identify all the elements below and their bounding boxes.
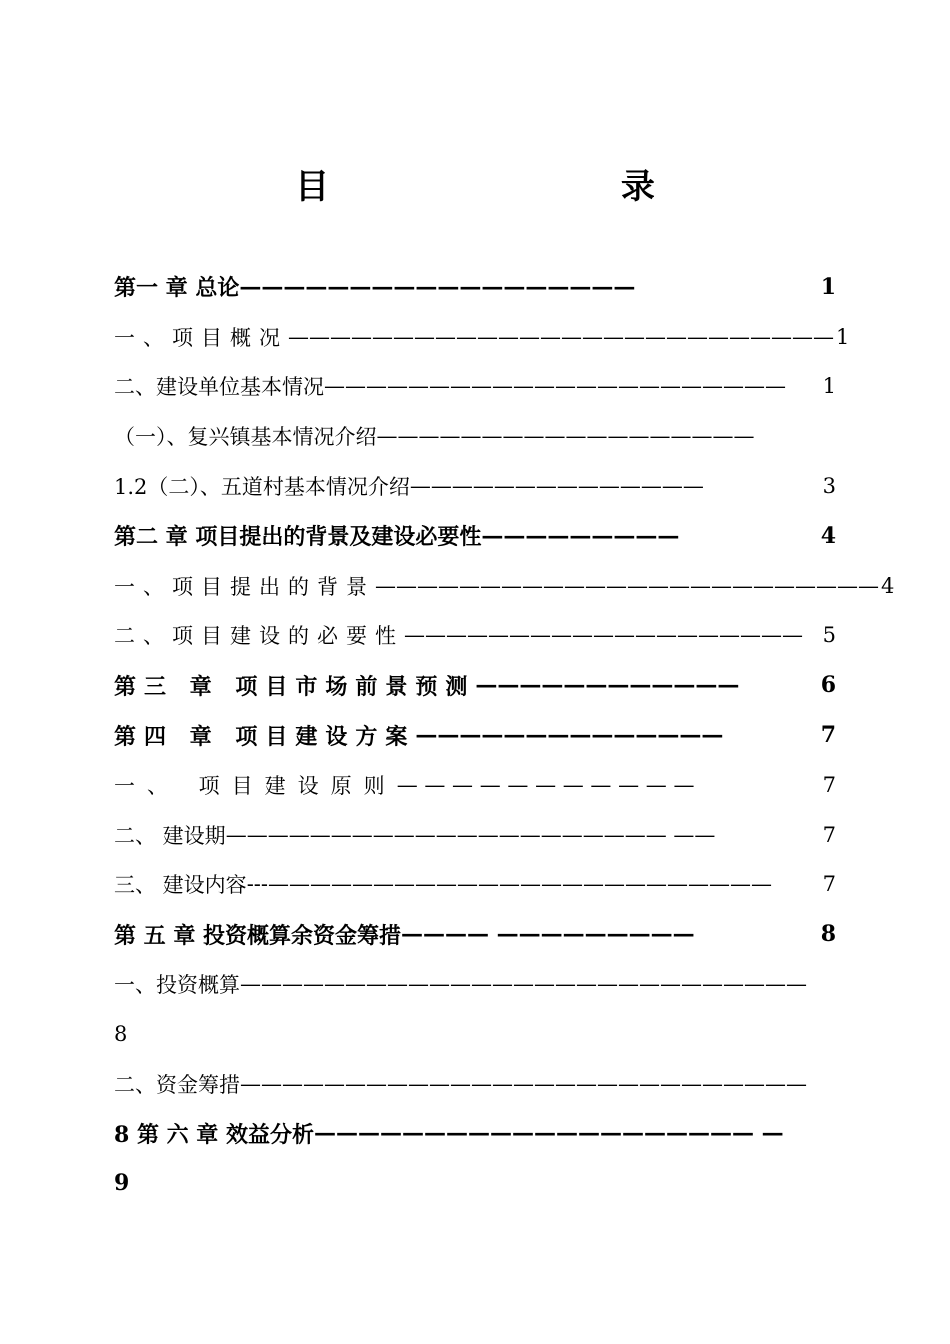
toc-entry-leader: —————————————————— bbox=[239, 273, 636, 300]
toc-entry-5-2[interactable] bbox=[114, 1059, 836, 1109]
toc-entry-page: 1 bbox=[836, 324, 850, 349]
toc-entry-page: 1 bbox=[820, 273, 836, 300]
toc-entry-leader: ————————————————————— —— bbox=[225, 822, 716, 847]
toc-entry-chapter-5[interactable] bbox=[114, 909, 836, 959]
toc-entry-page: 5 bbox=[822, 623, 836, 648]
toc-entry-chapter-1[interactable] bbox=[114, 262, 836, 312]
toc-entry-label: 二、项目建设的必要性 bbox=[114, 624, 404, 649]
toc-entry-4-1[interactable] bbox=[114, 760, 836, 810]
toc-entry-chapter-2[interactable] bbox=[114, 511, 836, 561]
toc-entry-1-1[interactable] bbox=[114, 312, 850, 362]
toc-entry-page: 4 bbox=[820, 522, 836, 549]
toc-entry-label: 8 第 六 章 效益分析 bbox=[114, 1121, 314, 1148]
toc-entry-chapter-3[interactable] bbox=[114, 660, 836, 710]
toc-entry-1-2-2[interactable] bbox=[114, 461, 836, 511]
toc-entry-label: 一、投资概算 bbox=[114, 973, 240, 998]
toc-entry-label: 第三 章 项目市场前景预测 bbox=[114, 673, 476, 700]
toc-entry-label: 第四 章 项目建设方案 bbox=[114, 723, 416, 750]
toc-entry-page: 6 bbox=[820, 672, 836, 699]
toc-entry-1-2-1[interactable] bbox=[114, 411, 836, 461]
toc-title: 目 录 bbox=[295, 167, 795, 207]
toc-entry-label: 第二 章 项目提出的背景及建设必要性 bbox=[114, 524, 482, 551]
toc-entry-leader: ——————————————————————————— bbox=[240, 1071, 807, 1096]
toc-entry-leader: ———————————— bbox=[475, 672, 740, 699]
toc-entry-leader: —————————————————————————— bbox=[288, 324, 834, 349]
toc-entry-label: 一、项目概况 bbox=[114, 325, 288, 350]
toc-entry-leader: ———— ————————— bbox=[400, 921, 695, 948]
toc-entry-2-1[interactable] bbox=[114, 561, 895, 611]
table-of-contents bbox=[114, 262, 895, 1208]
toc-entry-leader: ——————————————————————————— bbox=[240, 972, 807, 997]
toc-entry-5-1-page bbox=[114, 1009, 836, 1059]
toc-entry-page: 7 bbox=[822, 772, 836, 797]
toc-entry-leader: ————————— bbox=[481, 522, 680, 549]
toc-entry-leader: — — — — — — — — — — — bbox=[396, 772, 695, 797]
toc-entry-1-2[interactable] bbox=[114, 362, 836, 412]
toc-entry-5-1[interactable] bbox=[114, 959, 836, 1009]
toc-entry-label: 第一 章 总论 bbox=[114, 275, 240, 302]
toc-entry-leader: —————————————————————— bbox=[324, 374, 786, 399]
toc-entry-leader: ———————————————————— — bbox=[313, 1120, 784, 1147]
toc-entry-2-2[interactable] bbox=[114, 611, 836, 661]
toc-entry-chapter-6-page bbox=[114, 1158, 836, 1208]
toc-entry-chapter-6[interactable] bbox=[114, 1109, 836, 1159]
toc-entry-page: 4 bbox=[881, 573, 895, 598]
toc-entry-label: 一、项目提出的背景 bbox=[114, 574, 375, 599]
toc-entry-chapter-4[interactable] bbox=[114, 710, 836, 760]
toc-entry-label: 二、资金筹措 bbox=[114, 1072, 240, 1097]
toc-entry-label: 8 bbox=[114, 1021, 128, 1046]
toc-entry-label: 9 bbox=[114, 1170, 130, 1197]
toc-entry-page: 1 bbox=[822, 374, 836, 399]
toc-entry-label: 二、 建设期 bbox=[114, 823, 226, 848]
toc-entry-leader: ---———————————————————————— bbox=[246, 872, 772, 897]
toc-entry-leader: —————————————————— bbox=[376, 424, 755, 449]
toc-entry-label: 二、建设单位基本情况 bbox=[114, 375, 324, 400]
toc-entry-label: （一）、复兴镇基本情况介绍 bbox=[114, 425, 377, 450]
toc-entry-leader: —————————————— bbox=[409, 474, 704, 499]
toc-entry-page: 3 bbox=[822, 474, 836, 499]
toc-entry-page: 8 bbox=[820, 921, 836, 948]
toc-entry-leader: ——————————————————— bbox=[404, 623, 803, 648]
toc-entry-leader: —————————————— bbox=[415, 722, 724, 749]
toc-entry-page: 7 bbox=[822, 822, 836, 847]
toc-entry-4-3[interactable] bbox=[114, 860, 836, 910]
toc-entry-label: 一、 项目建设原则 bbox=[114, 773, 397, 798]
toc-entry-4-2[interactable] bbox=[114, 810, 836, 860]
toc-entry-leader: ———————————————————————— bbox=[375, 573, 879, 598]
toc-entry-page: 7 bbox=[820, 722, 836, 749]
toc-entry-page: 7 bbox=[822, 872, 836, 897]
toc-entry-label: 1.2（二）、五道村基本情况介绍 bbox=[114, 475, 410, 500]
toc-entry-label: 三、 建设内容 bbox=[114, 873, 247, 898]
toc-entry-label: 第 五 章 投资概算余资金筹措 bbox=[114, 922, 401, 949]
